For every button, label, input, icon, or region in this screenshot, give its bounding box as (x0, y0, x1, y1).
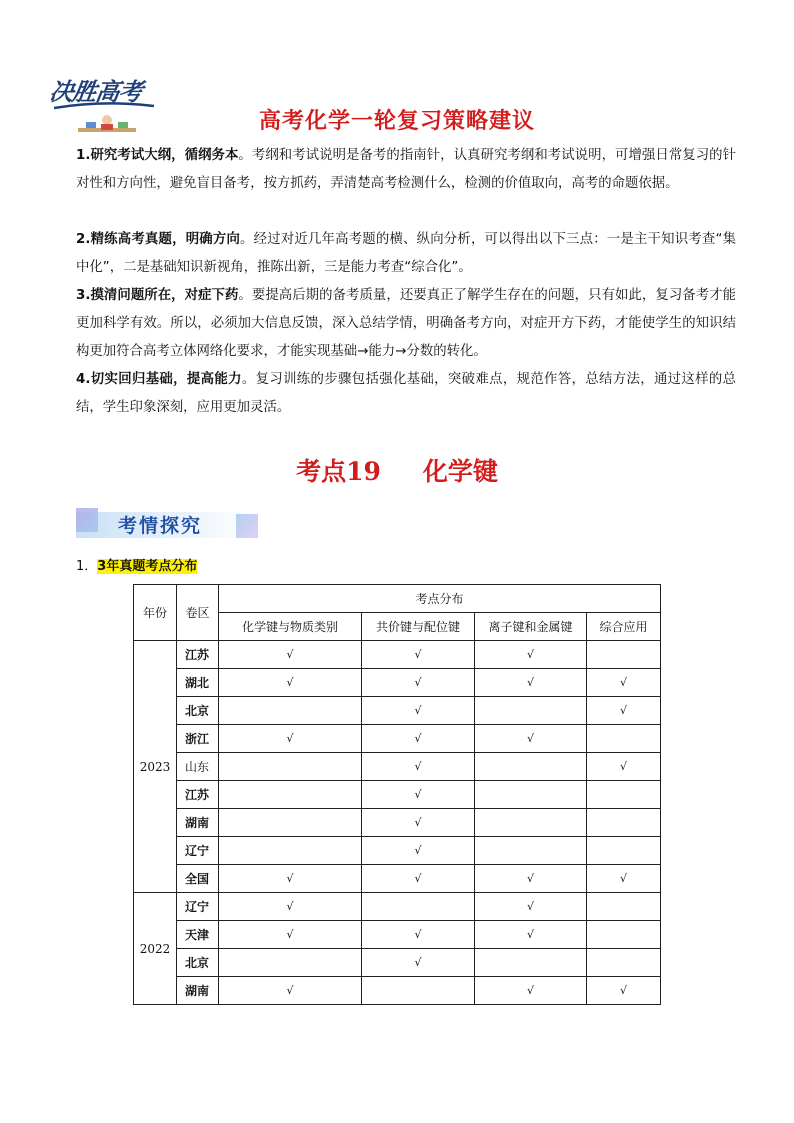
tip-paragraph-4 (76, 366, 736, 422)
header-col: 共价键与配位键 (362, 613, 475, 641)
table-row (134, 865, 661, 893)
check-cell (587, 641, 661, 669)
tip-body: 。要提高后期的备考质量，还要真正了解学生存在的问题，只有如此，复习备考才能更加科学有效。所以，必须加大信息反馈，深入总结学情，明确备考方向，对症开方下药，才能使学生的知识结构更加符合高考立体网络化要求，才能实现基础→能力→分数的转化。 (76, 288, 737, 359)
header-region: 卷区 (177, 585, 219, 641)
banner-label: 考情探究 (118, 515, 203, 537)
check-cell: √ (219, 977, 362, 1005)
region-cell: 江苏 (177, 641, 219, 669)
check-cell: √ (587, 753, 661, 781)
check-cell: √ (362, 641, 475, 669)
check-cell (475, 809, 587, 837)
table-row (134, 697, 661, 725)
check-cell: √ (587, 669, 661, 697)
tip-body: 。考纲和考试说明是备考的指南针，认真研究考纲和考试说明，可增强日常复习的针对性和方向性，避免盲目备考，按方抓药，弄清楚高考检测什么，检测的价值取向，高考的命题依据。 (76, 148, 737, 191)
check-cell: √ (219, 865, 362, 893)
header-col: 化学键与物质类别 (219, 613, 362, 641)
check-cell: √ (219, 893, 362, 921)
topic-title (0, 452, 794, 488)
check-cell (587, 781, 661, 809)
region-cell: 湖南 (177, 809, 219, 837)
check-cell: √ (362, 837, 475, 865)
check-cell: √ (475, 725, 587, 753)
table-row (134, 977, 661, 1005)
region-cell: 北京 (177, 697, 219, 725)
check-cell: √ (362, 781, 475, 809)
region-cell: 湖北 (177, 669, 219, 697)
exam-distribution-table (133, 584, 661, 1005)
check-cell (475, 949, 587, 977)
table-row (134, 809, 661, 837)
header-col: 离子键和金属键 (475, 613, 587, 641)
check-cell: √ (475, 641, 587, 669)
header-col: 综合应用 (587, 613, 661, 641)
section-label: 3年真题考点分布 (97, 559, 198, 574)
check-cell: √ (219, 669, 362, 697)
tip-paragraph-3 (76, 282, 736, 366)
table-body (134, 641, 661, 1005)
region-cell: 辽宁 (177, 893, 219, 921)
table-row (134, 669, 661, 697)
year-cell: 2022 (134, 893, 177, 1005)
table-row (134, 641, 661, 669)
check-cell (587, 949, 661, 977)
region-cell: 天津 (177, 921, 219, 949)
check-cell (219, 837, 362, 865)
header-year: 年份 (134, 585, 177, 641)
check-cell: √ (587, 977, 661, 1005)
tip-paragraph-1 (76, 142, 736, 198)
check-cell (219, 697, 362, 725)
check-cell: √ (587, 865, 661, 893)
tip-heading: 摸清问题所在，对症下药 (90, 288, 239, 303)
check-cell: √ (219, 641, 362, 669)
table-row (134, 753, 661, 781)
tip-heading: 精练高考真题，明确方向 (90, 232, 241, 247)
check-cell (475, 753, 587, 781)
section-banner (76, 508, 262, 540)
check-cell (587, 893, 661, 921)
check-cell: √ (475, 921, 587, 949)
tip-paragraph-2 (76, 226, 736, 282)
check-cell (219, 781, 362, 809)
header-group: 考点分布 (219, 585, 661, 613)
check-cell: √ (362, 669, 475, 697)
tip-number: 3. (76, 288, 91, 303)
tip-number: 4. (76, 372, 91, 387)
region-cell: 山东 (177, 753, 219, 781)
region-cell: 北京 (177, 949, 219, 977)
check-cell: √ (362, 725, 475, 753)
check-cell (587, 837, 661, 865)
check-cell: √ (219, 725, 362, 753)
check-cell: √ (587, 697, 661, 725)
section-number: 1． (76, 559, 98, 574)
region-cell: 浙江 (177, 725, 219, 753)
check-cell: √ (475, 893, 587, 921)
table-row (134, 837, 661, 865)
check-cell (587, 725, 661, 753)
check-cell (362, 977, 475, 1005)
table-row (134, 893, 661, 921)
year-cell: 2023 (134, 641, 177, 893)
tip-number: 2. (76, 232, 91, 247)
table-row (134, 921, 661, 949)
check-cell (587, 809, 661, 837)
check-cell (219, 753, 362, 781)
section-heading (76, 558, 197, 576)
check-cell: √ (362, 809, 475, 837)
check-cell: √ (362, 865, 475, 893)
banner-decor-left (76, 508, 98, 532)
check-cell (475, 837, 587, 865)
table-row (134, 781, 661, 809)
tip-number: 1. (76, 148, 91, 163)
tip-heading: 切实回归基础，提高能力 (90, 372, 242, 387)
check-cell: √ (362, 949, 475, 977)
page-title: 高考化学一轮复习策略建议 (258, 109, 535, 134)
banner-decor-right (236, 514, 258, 538)
region-cell: 湖南 (177, 977, 219, 1005)
check-cell (587, 921, 661, 949)
check-cell: √ (475, 977, 587, 1005)
tip-body: 。复习训练的步骤包括强化基础，突破难点，规范作答，总结方法，通过这样的总结，学生印象深刻，应用更加灵活。 (76, 372, 737, 415)
topic-name: 化学键 (422, 457, 498, 486)
check-cell: √ (475, 669, 587, 697)
check-cell: √ (219, 921, 362, 949)
table-header-row (134, 585, 661, 613)
region-cell: 江苏 (177, 781, 219, 809)
check-cell: √ (362, 753, 475, 781)
region-cell: 辽宁 (177, 837, 219, 865)
check-cell: √ (362, 697, 475, 725)
check-cell (475, 781, 587, 809)
check-cell (219, 809, 362, 837)
check-cell (362, 893, 475, 921)
table-row (134, 725, 661, 753)
table-row (134, 949, 661, 977)
check-cell: √ (362, 921, 475, 949)
check-cell: √ (475, 865, 587, 893)
check-cell (475, 697, 587, 725)
region-cell: 全国 (177, 865, 219, 893)
tip-body: 。经过对近几年高考题的横、纵向分析，可以得出以下三点：一是主干知识考查“集中化”，二是基础知识新视角，推陈出新，三是能力考查“综合化”。 (76, 232, 737, 275)
tip-heading: 研究考试大纲，循纲务本 (90, 148, 239, 163)
topic-label: 考点19 (296, 457, 381, 486)
logo-wordmark: 决胜高考 (47, 77, 144, 106)
check-cell (219, 949, 362, 977)
